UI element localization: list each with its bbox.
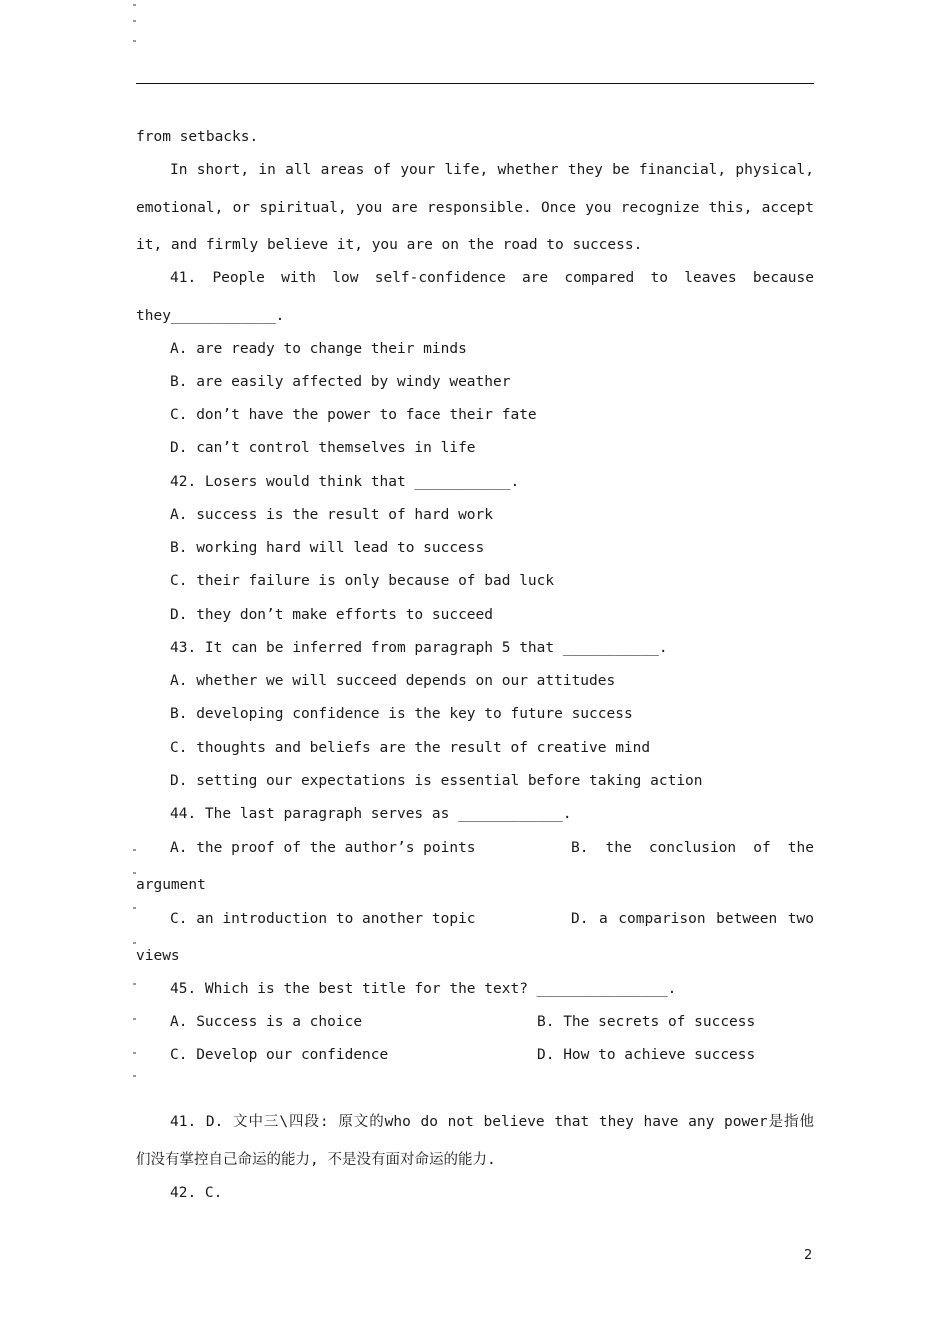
q44-option-d: D. a comparison between two xyxy=(571,911,814,927)
q41-option-d: D. can’t control themselves in life xyxy=(170,440,476,456)
margin-dot xyxy=(133,849,136,851)
question-41-stem-cont: they____________. xyxy=(136,308,285,324)
margin-dot xyxy=(133,872,136,874)
passage-line: emotional, or spiritual, you are responsible. Once you recognize this, accept xyxy=(136,200,814,216)
q45-option-a: A. Success is a choice xyxy=(170,1014,363,1030)
q45-option-d: D. How to achieve success xyxy=(537,1047,756,1063)
q42-option-d: D. they don’t make efforts to succeed xyxy=(170,607,494,623)
margin-dot xyxy=(133,983,136,985)
page-number: 2 xyxy=(804,1248,813,1263)
passage-line: it, and firmly believe it, you are on the road to success. xyxy=(136,237,643,253)
margin-dot xyxy=(133,4,136,6)
margin-dot xyxy=(133,1052,136,1054)
q42-option-a: A. success is the result of hard work xyxy=(170,507,494,523)
q44-option-b-cont: argument xyxy=(136,877,206,893)
margin-dot xyxy=(133,907,136,909)
passage-line: In short, in all areas of your life, whether they be financial, physical, xyxy=(170,162,814,178)
answer-41-cont: 们没有掌控自己命运的能力, 不是没有面对命运的能力. xyxy=(136,1152,496,1168)
q44-option-c: C. an introduction to another topic xyxy=(170,911,476,927)
margin-dot xyxy=(133,942,136,944)
question-45-stem: 45. Which is the best title for the text? _______________. xyxy=(170,981,677,997)
q42-option-c: C. their failure is only because of bad luck xyxy=(170,573,555,589)
question-42-stem: 42. Losers would think that ___________. xyxy=(170,474,520,490)
q44-option-b: B. the conclusion of the xyxy=(571,840,814,856)
q45-option-b: B. The secrets of success xyxy=(537,1014,756,1030)
question-44-stem: 44. The last paragraph serves as ____________. xyxy=(170,806,572,822)
q44-option-a: A. the proof of the author’s points xyxy=(170,840,476,856)
answer-42: 42. C. xyxy=(170,1185,223,1201)
answer-41: 41. D. 文中三\四段: 原文的who do not believe that they have any power是指他 xyxy=(170,1114,814,1130)
passage-line: from setbacks. xyxy=(136,129,259,145)
q41-option-b: B. are easily affected by windy weather xyxy=(170,374,511,390)
margin-dot xyxy=(133,40,136,42)
margin-dot xyxy=(133,20,136,22)
q43-option-b: B. developing confidence is the key to future success xyxy=(170,706,633,722)
q42-option-b: B. working hard will lead to success xyxy=(170,540,485,556)
question-41-stem: 41. People with low self-confidence are compared to leaves because xyxy=(170,270,814,286)
q41-option-a: A. are ready to change their minds xyxy=(170,341,467,357)
q44-option-d-cont: views xyxy=(136,948,180,964)
margin-dot xyxy=(133,1018,136,1020)
q43-option-d: D. setting our expectations is essential before taking action xyxy=(170,773,703,789)
question-43-stem: 43. It can be inferred from paragraph 5 that ___________. xyxy=(170,640,668,656)
q43-option-a: A. whether we will succeed depends on our attitudes xyxy=(170,673,616,689)
q45-option-c: C. Develop our confidence xyxy=(170,1047,389,1063)
q43-option-c: C. thoughts and beliefs are the result of creative mind xyxy=(170,740,651,756)
q41-option-c: C. don’t have the power to face their fate xyxy=(170,407,537,423)
margin-dot xyxy=(133,1075,136,1077)
header-rule xyxy=(136,83,814,84)
